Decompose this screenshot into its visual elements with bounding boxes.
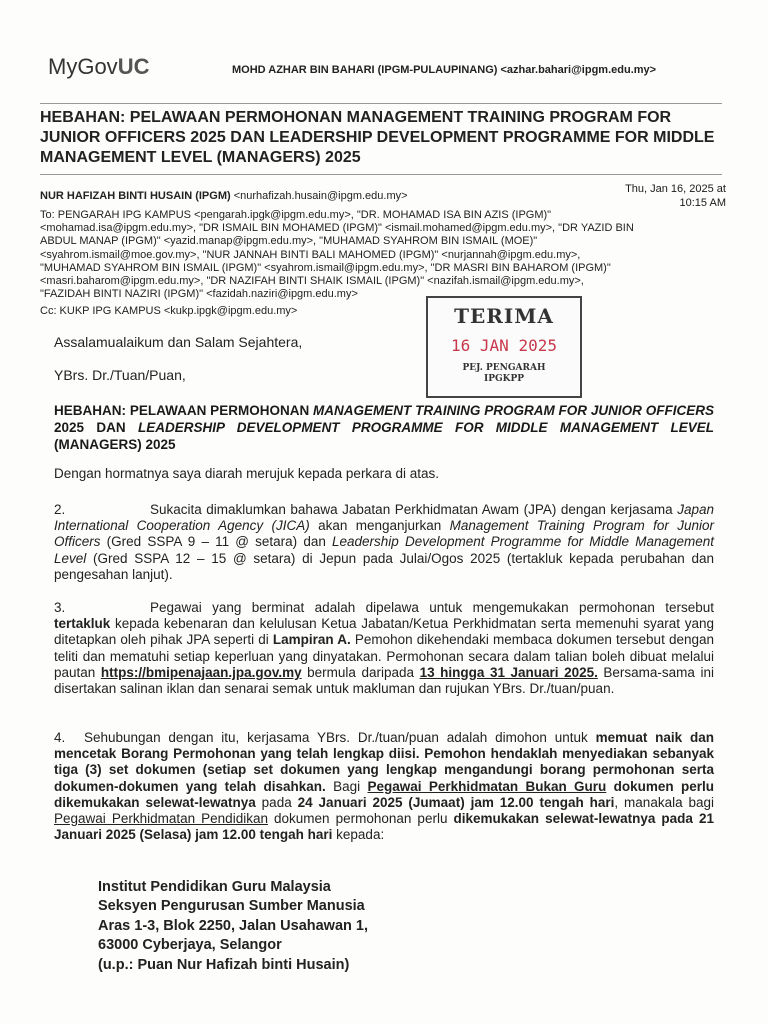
greeting-salam: Assalamualaikum dan Salam Sejahtera, xyxy=(54,334,303,350)
application-link[interactable]: https://bmipenajaan.jpa.gov.my xyxy=(100,664,302,680)
logo-prefix: MyGov xyxy=(48,54,118,79)
p4-deadline-label: dokumen perlu dikemukakan selewat-lewatnya xyxy=(54,778,714,810)
p3-lampiran: Lampiran A. xyxy=(272,632,351,648)
recipients-line: "FAZIDAH BINTI NAZIRI (IPGM)" <fazidah.naziri@ipgm.edu.my> xyxy=(40,288,358,301)
mygovuc-logo xyxy=(48,54,149,80)
paragraph-3 xyxy=(54,600,714,697)
stamp-title: TERIMA xyxy=(454,304,554,328)
sender-email[interactable]: <nurhafizah.husain@ipgm.edu.my> xyxy=(233,190,408,202)
recipients-line: "MUHAMAD SYAHROM BIN ISMAIL (IPGM)" <syahrom.ismail@ipgm.edu.my>, "DR MASRI BIN BAHAROM (IPGM)" xyxy=(40,261,611,274)
email-recipients xyxy=(40,209,730,301)
p4-instructions: memuat naik dan mencetak Borang Permohonan yang telah lengkap diisi. Pemohon hendaklah menyediakan sebanyak tiga (3) set dokumen (setiap set dokumen yang lengkap mengandungi borang permohonan serta dokumen-dokumen yang telah disahkan. xyxy=(54,730,715,794)
paragraph-number: 4. xyxy=(54,730,66,745)
email-sender xyxy=(40,190,408,202)
recipients-line: <masri.baharom@ipgm.edu.my>, "DR NAZIFAH BINTI SHAIK ISMAIL (IPGM)" <nazifah.ismail@ipgm.edu.my>, xyxy=(40,275,584,288)
address-line: (u.p.: Puan Nur Hafizah binti Husain) xyxy=(98,956,350,973)
p4-deadline-2: dikemukakan selewat-lewatnya pada 21 Januari 2025 (Selasa) jam 12.00 tengah hari xyxy=(54,811,714,843)
greeting-salutation: YBrs. Dr./Tuan/Puan, xyxy=(54,367,186,383)
p3-date-range: 13 hingga 31 Januari 2025. xyxy=(419,664,598,680)
sender-name: NUR HAFIZAH BINTI HUSAIN (IPGM) xyxy=(40,190,231,202)
p4-deadline-1: 24 Januari 2025 (Jumaat) jam 12.00 tengah hari xyxy=(297,794,615,810)
p4-text: , manakala bagi xyxy=(614,794,715,810)
heading-part: 2025 DAN xyxy=(54,420,138,435)
paragraph-number: 2. xyxy=(54,502,66,517)
heading-program-1: MANAGEMENT TRAINING PROGRAM FOR JUNIOR OFFICERS xyxy=(313,403,714,418)
p2-text: Sukacita dimaklumkan bahawa Jabatan Perkhidmatan Awam (JPA) dengan kerjasama xyxy=(150,502,678,517)
body-heading xyxy=(54,402,714,453)
heading-part: (MANAGERS) 2025 xyxy=(54,437,176,452)
p3-text: bermula daripada xyxy=(301,664,420,680)
paragraph-2 xyxy=(54,502,714,583)
heading-program-2: LEADERSHIP DEVELOPMENT PROGRAMME FOR MIDDLE MANAGEMENT LEVEL xyxy=(137,420,714,435)
header-divider xyxy=(40,103,722,104)
recipients-line: <mohamad.isa@ipgm.edu.my>, "DR ISMAIL BIN MOHAMED (IPGM)" <ismail.mohamed@ipgm.edu.my>, "DR YAZID BIN xyxy=(40,222,634,235)
stamp-line-2: IPGKPP xyxy=(483,374,525,384)
p2-text: (Gred SSPA 9 – 11 @ setara) dan xyxy=(100,534,333,550)
p4-teaching-staff: Pegawai Perkhidmatan Pendidikan xyxy=(54,811,268,827)
address-line: Institut Pendidikan Guru Malaysia xyxy=(98,879,331,895)
recipients-line: To: PENGARAH IPG KAMPUS <pengarah.ipgk@ipgm.edu.my>, "DR. MOHAMAD ISA BIN AZIS (IPGM)" xyxy=(40,209,552,221)
received-stamp xyxy=(426,296,582,398)
p4-text: kepada: xyxy=(332,827,385,843)
recipients-line: <syahrom.ismail@moe.gov.my>, "NUR JANNAH BINTI BALI MAHOMED (IPGM)" <nurjannah@ipgm.edu.my>, xyxy=(40,248,581,261)
p2-program-2: Leadership Development Programme for Middle Management Level xyxy=(54,534,714,566)
p2-jica: Japan International Cooperation Agency (JICA) xyxy=(54,502,714,534)
paragraph-number: 3. xyxy=(54,600,66,615)
email-subject: HEBAHAN: PELAWAAN PERMOHONAN MANAGEMENT TRAINING PROGRAM FOR JUNIOR OFFICERS 2025 DAN LEADERSHIP DEVELOPMENT PROGRAMME FOR MIDDLE MANAGEMENT LEVEL (MANAGERS) 2025 xyxy=(40,109,715,166)
stamp-line-1: PEJ. PENGARAH xyxy=(462,363,546,373)
address-line: 63000 Cyberjaya, Selangor xyxy=(98,937,282,954)
intro-paragraph: Dengan hormatnya saya diarah merujuk kepada perkara di atas. xyxy=(54,466,439,481)
stamp-date: 16 JAN 2025 xyxy=(451,336,557,355)
logo-suffix: UC xyxy=(117,54,150,79)
p3-text: Pemohon dikehendaki membaca dokumen tersebut dengan teliti dan mematuhi setiap keperluan yang dinyatakan. Permohonan secara dalam talian boleh dibuat melalui pautan xyxy=(54,632,714,680)
p3-text: kepada kebenaran dan kelulusan Ketua Jabatan/Ketua Perkhidmatan serta memenuhi syarat yang ditetapkan oleh pihak JPA seperti di xyxy=(54,616,714,648)
p4-text: Sehubungan dengan itu, kerjasama YBrs. Dr./tuan/puan adalah dimohon untuk xyxy=(84,730,596,745)
p2-text: (Gred SSPA 12 – 15 @ setara) di Jepun pada Julai/Ogos 2025 (tertakluk kepada perubahan dan pengesahan lanjut). xyxy=(54,550,714,582)
address-line: Aras 1-3, Blok 2250, Jalan Usahawan 1, xyxy=(98,917,368,934)
p4-text: pada xyxy=(255,794,298,810)
account-user: MOHD AZHAR BIN BAHARI (IPGM-PULAUPINANG) <azhar.bahari@ipgm.edu.my> xyxy=(232,64,657,76)
email-date: Thu, Jan 16, 2025 at 10:15 AM xyxy=(625,183,726,209)
stamp-office xyxy=(428,363,580,385)
submission-address xyxy=(98,878,368,975)
p4-text: Bagi xyxy=(325,778,368,794)
heading-part: HEBAHAN: PELAWAAN PERMOHONAN xyxy=(54,403,314,418)
p4-text: dokumen permohonan perlu xyxy=(267,811,454,827)
p3-text: Pegawai yang berminat adalah dipelawa untuk mengemukakan permohonan tersebut xyxy=(150,600,714,615)
email-cc: Cc: KUKP IPG KAMPUS <kukp.ipgk@ipgm.edu.my> xyxy=(40,305,298,317)
recipients-line: ABDUL MANAP (IPGM)" <yazid.manap@ipgm.edu.my>, "MUHAMAD SYAHROM BIN ISMAIL (MOE)" xyxy=(40,235,538,248)
address-line: Seksyen Pengurusan Sumber Manusia xyxy=(98,898,365,915)
p2-program-1: Management Training Program for Junior Officers xyxy=(54,518,714,550)
subject-divider xyxy=(40,174,722,175)
paragraph-4 xyxy=(54,730,714,843)
p2-text: akan menganjurkan xyxy=(309,518,450,534)
p3-tertakluk: tertakluk xyxy=(54,616,111,632)
p4-non-teaching-staff: Pegawai Perkhidmatan Bukan Guru xyxy=(367,778,607,794)
p3-text: Bersama-sama ini disertakan salinan iklan dan senarai semak untuk makluman dan rujukan YBrs. Dr./tuan/puan. xyxy=(54,664,714,697)
